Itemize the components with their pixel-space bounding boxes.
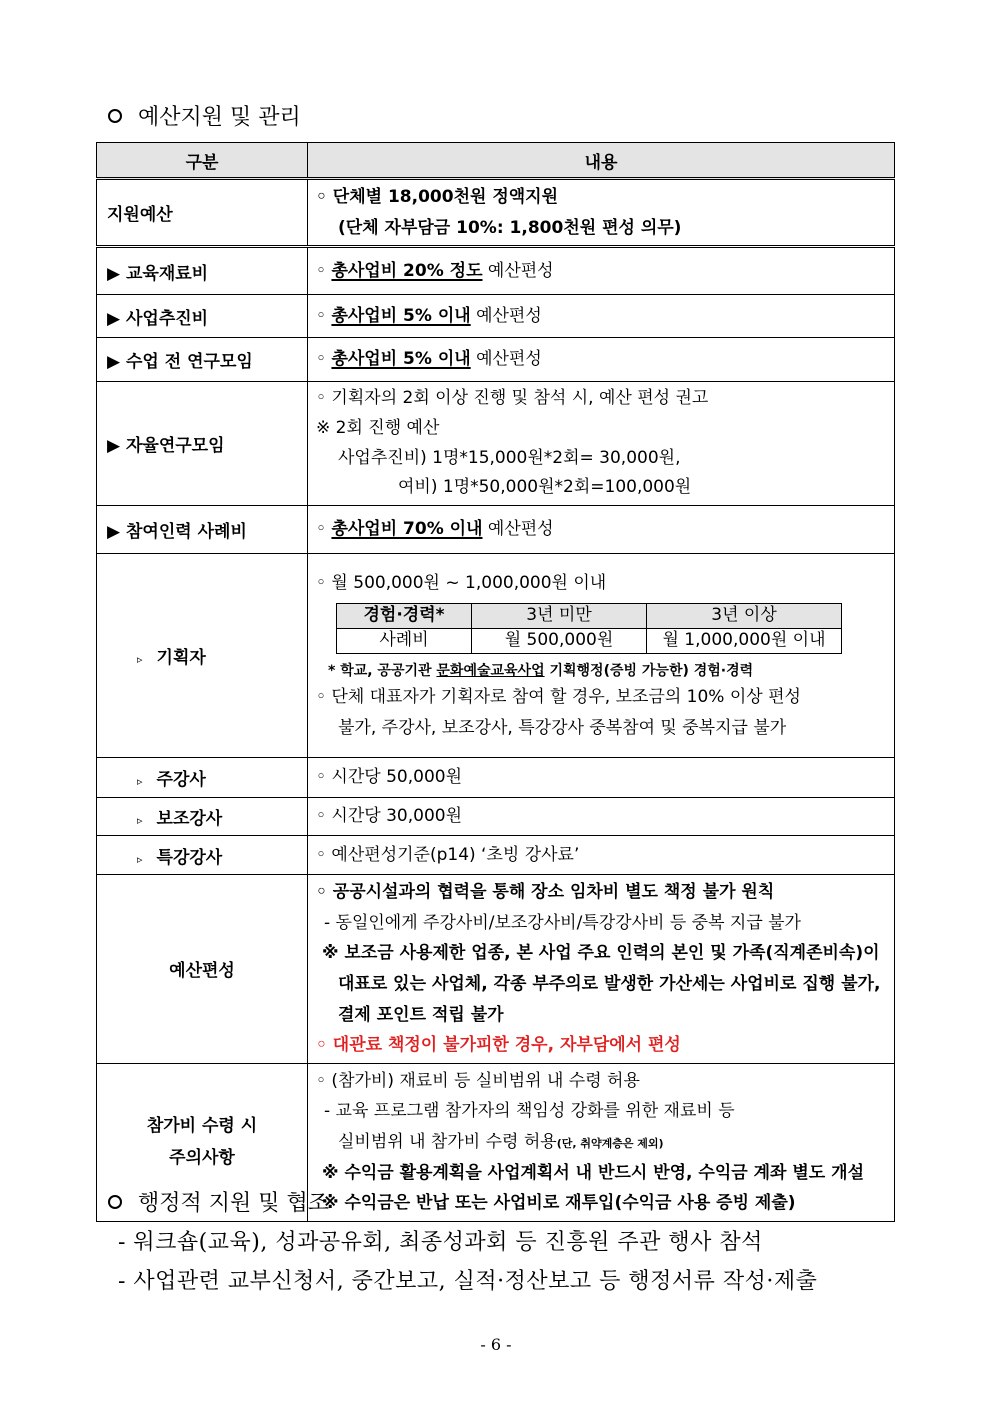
section-title-budget [108, 100, 301, 131]
row-label-pre-study: ▶ 수업 전 연구모임 [97, 338, 308, 382]
row-label-fee-notice: 참가비 수령 시 주의사항 [97, 1063, 308, 1221]
header-category: 구분 [97, 143, 308, 179]
row-label-planner: ▹ 기획자 [97, 554, 308, 758]
table-row [97, 179, 895, 247]
budget-planning-red-note: ◦ 대관료 책정이 불가피한 경우, 자부담에서 편성 [316, 1035, 681, 1056]
table-row: ▶ 자율연구모임 ◦ 기획자의 2회 이상 진행 및 참석 시, 예산 편성 권고 ※ 2회 진행 예산 사업추진비) 1명*15,000원*2회= 30,000원, 여비) 1명*50,000원*2회=100,000원 [97, 382, 895, 506]
table-row: ▶ 교육재료비 ◦ 총사업비 20% 정도 예산편성 [97, 247, 895, 295]
promotion-emphasis: 총사업비 5% 이내 [331, 305, 471, 326]
admin-item-1: - 워크숍(교육), 성과공유회, 최종성과회 등 진흥원 주관 행사 참석 [118, 1230, 763, 1255]
materials-emphasis: 총사업비 20% 정도 [331, 260, 483, 281]
page-number: - 6 - [480, 1335, 512, 1354]
row-label-honorarium: ▶ 참여인력 사례비 [97, 506, 308, 554]
table-row: ▹ 특강강사 ◦ 예산편성기준(p14) ‘초빙 강사료’ [97, 836, 895, 875]
table-row: ▶ 사업추진비 ◦ 총사업비 5% 이내 예산편성 [97, 295, 895, 338]
support-budget-line1: ◦ 단체별 18,000천원 정액지원 [316, 187, 559, 207]
triangle-marker-icon: ▹ [137, 814, 143, 828]
table-row: 예산편성 ◦ 공공시설과의 협력을 통해 장소 임차비 별도 책정 불가 원칙 - 동일인에게 주강사비/보조강사비/특강강사비 등 중복 지급 불가 ※ 보조금 사용제한 업종, 본 사업 주요 인력의 본인 및 가족(직계존비속)이 대표로 있는 사업체, 각종 부주의로 발생한 가산세는 사업비로 집행 불가, 결제 포인트 적립 불가 ◦ 대관료 책정이 불가피한 경우, 자부담에서 편성 [97, 875, 895, 1064]
row-label-materials: ▶ 교육재료비 [97, 247, 308, 295]
table-row: ▹ 주강사 ◦ 시간당 50,000원 [97, 758, 895, 798]
row-label-promotion: ▶ 사업추진비 [97, 295, 308, 338]
triangle-marker-icon: ▹ [137, 653, 143, 667]
row-label-support-budget: 지원예산 [97, 179, 308, 247]
row-label-assistant-instructor: ▹ 보조강사 [97, 798, 308, 836]
table-header-row [97, 143, 895, 179]
planner-note: * 학교, 공공기관 문화예술교육사업 기획행정(증빙 가능한) 경험·경력 [328, 662, 754, 679]
table-row: ▹ 기획자 ◦ 월 500,000원 ~ 1,000,000원 이내 경험·경력* 3년 미만 3년 이상 사례비 월 500,000원 월 1,000,000원 이내 * 학교, 공공기관 문화예술교육사업 기획행정(증빙 가능한) 경험·경력 ◦ 단체 대표자가 기획자로 참여 할 경우, 보조금의 10% 이상 편성 불가, 주강사, 보조강사, 특강강사 중복참여 및 중복지급 불가 [97, 554, 895, 758]
row-label-special-instructor: ▹ 특강강사 [97, 836, 308, 875]
table-row: ▶ 참여인력 사례비 ◦ 총사업비 70% 이내 예산편성 [97, 506, 895, 554]
table-row: 참가비 수령 시 주의사항 ◦ (참가비) 재료비 등 실비범위 내 수령 허용 - 교육 프로그램 참가자의 책임성 강화를 위한 재료비 등 실비범위 내 참가비 수령 허용(단, 취약계층은 제외) ※ 수익금 활용계획을 사업계획서 내 반드시 반영, 수익금 계좌 별도 개설 ※ 수익금은 반납 또는 사업비로 재투입(수익금 사용 증빙 제출) [97, 1063, 895, 1221]
honorarium-emphasis: 총사업비 70% 이내 [331, 519, 483, 540]
admin-item-2: - 사업관련 교부신청서, 중간보고, 실적·정산보고 등 행정서류 작성·제출 [118, 1269, 818, 1294]
pre-study-emphasis: 총사업비 5% 이내 [331, 349, 471, 370]
row-label-budget-planning: 예산편성 [97, 875, 308, 1064]
section-title-text: 행정적 지원 및 협조 [138, 1191, 329, 1216]
circle-bullet-icon [108, 1195, 122, 1209]
section-title-text: 예산지원 및 관리 [138, 105, 301, 130]
triangle-marker-icon: ▹ [137, 852, 143, 866]
header-content: 내용 [308, 143, 895, 179]
section-title-admin [108, 1186, 329, 1217]
table-row: ▹ 보조강사 ◦ 시간당 30,000원 [97, 798, 895, 836]
triangle-marker-icon: ▹ [137, 775, 143, 789]
row-label-main-instructor: ▹ 주강사 [97, 758, 308, 798]
planner-fee-table: 경험·경력* 3년 미만 3년 이상 사례비 월 500,000원 월 1,000,000원 이내 [336, 603, 842, 654]
circle-bullet-icon [108, 109, 122, 123]
row-label-self-study: ▶ 자율연구모임 [97, 382, 308, 506]
budget-table [96, 142, 895, 1222]
support-budget-line2: (단체 자부담금 10%: 1,800천원 편성 의무) [338, 217, 682, 238]
table-row: ▶ 수업 전 연구모임 ◦ 총사업비 5% 이내 예산편성 [97, 338, 895, 382]
